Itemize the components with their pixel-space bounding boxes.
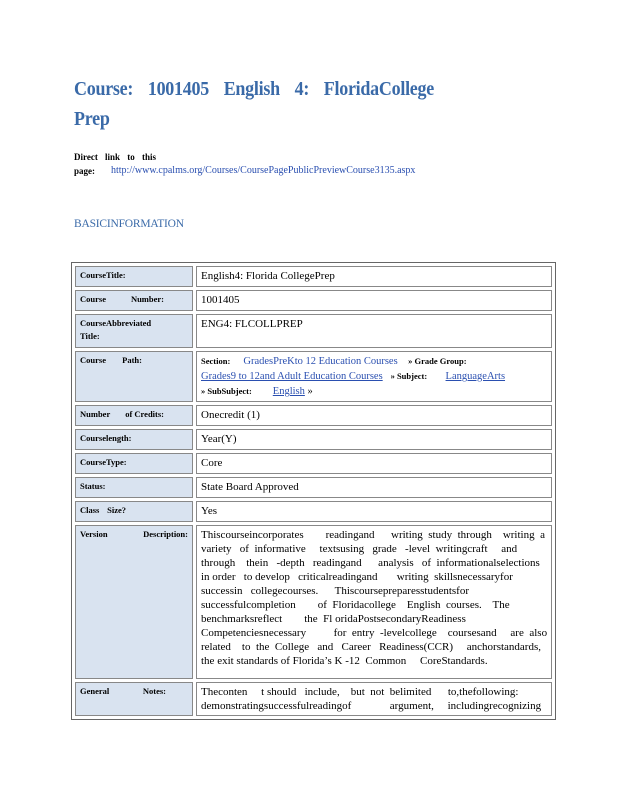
label-part: Course	[80, 294, 106, 304]
label-part: Notes:	[142, 686, 166, 696]
desc-line: through thein -depth readingand analysis of informationalselections	[201, 557, 540, 569]
desc-line: related to the College and Career Readiness(CCR) anchorstandards,	[201, 641, 541, 653]
subject-label: » Subject:	[390, 371, 428, 381]
to-word: to	[127, 152, 135, 162]
label-part: General	[80, 686, 110, 696]
label-part: Version	[80, 529, 108, 539]
general-notes-label	[75, 682, 193, 716]
title-part-1: Course:	[74, 78, 134, 100]
label-part: Course	[80, 355, 106, 365]
class-size-value: Yes	[196, 501, 552, 522]
general-notes-value	[196, 682, 552, 716]
course-title-line-1	[74, 74, 434, 104]
notes-line: Theconten t should include, but not belimited to,thefollowing:	[201, 686, 519, 698]
course-title-heading	[74, 74, 446, 134]
label-part: Path:	[122, 355, 142, 365]
direct-link-label-line	[74, 150, 156, 164]
status-value: State Board Approved	[196, 477, 552, 498]
course-length-label: Courselength:	[75, 429, 193, 450]
section-link[interactable]: GradesPreKto 12 Education Courses	[243, 356, 398, 367]
label-text: CourseAbbreviated Title:	[80, 318, 152, 341]
class-size-label	[75, 501, 193, 522]
direct-link-block	[74, 150, 415, 178]
table-row	[75, 314, 552, 348]
subject-link[interactable]: LanguageArts	[445, 371, 506, 382]
subsubject-label: » SubSubject:	[201, 386, 252, 396]
course-title-value: English4: Florida CollegePrep	[196, 266, 552, 287]
course-title-line-2: Prep	[74, 108, 110, 130]
table-row	[75, 351, 552, 402]
desc-line: Thiscourseincorporates readingand writing study through writing a	[201, 529, 545, 541]
desc-line: Competenciesnecessary for entry -levelcollege coursesand are also	[201, 627, 548, 639]
table-row	[75, 405, 552, 426]
label-part: Number:	[130, 294, 164, 304]
label-part: of Credits:	[125, 409, 164, 419]
subsubject-link[interactable]: English	[272, 386, 305, 397]
table-row	[75, 266, 552, 287]
table-row	[75, 501, 552, 522]
path-tail: »	[307, 386, 313, 397]
course-number-label	[75, 290, 193, 311]
course-path-value	[196, 351, 552, 402]
desc-line: the exit standards of Florida’s K -12 Common CoreStandards.	[201, 655, 488, 667]
title-part-5: FloridaCollege	[323, 78, 434, 100]
desc-line: successin collegecourses. Thiscoursepreparesstudentsfor	[201, 585, 469, 597]
version-description-value	[196, 525, 552, 679]
version-description-label	[75, 525, 193, 679]
table-row	[75, 525, 552, 679]
section-label: Section:	[201, 356, 231, 366]
desc-line: benchmarksreflect the Fl oridaPostsecondaryReadiness	[201, 613, 466, 625]
desc-line: variety of informative textsusing grade -level writingcraft and	[201, 543, 518, 555]
desc-line: in order to develop criticalreadingand writing skillsnecessaryfor	[201, 571, 513, 583]
link-word: link	[105, 152, 121, 162]
grade-group-label: » Grade Group:	[408, 356, 467, 366]
notes-line: demonstratingsuccessfulreadingof argument, includingrecognizing	[201, 700, 542, 712]
course-type-label: CourseType:	[75, 453, 193, 474]
course-number-value: 1001405	[196, 290, 552, 311]
label-part: Size?	[107, 505, 126, 515]
label-part: Number	[80, 409, 111, 419]
page-word: page:	[74, 166, 95, 176]
course-length-value: Year(Y)	[196, 429, 552, 450]
this-word: this	[141, 152, 156, 162]
direct-link-url-line	[74, 164, 415, 178]
abbrev-title-value: ENG4: FLCOLLPREP	[196, 314, 552, 348]
direct-word: Direct	[74, 152, 98, 162]
table-row	[75, 453, 552, 474]
desc-line: successfulcompletion of Floridacollege English courses. The	[201, 599, 510, 611]
credits-value: Onecredit (1)	[196, 405, 552, 426]
table-row	[75, 429, 552, 450]
abbrev-title-label	[75, 314, 193, 348]
course-info-table	[71, 262, 556, 720]
course-type-value: Core	[196, 453, 552, 474]
course-path-label	[75, 351, 193, 402]
table-row	[75, 290, 552, 311]
status-label: Status:	[75, 477, 193, 498]
label-part: Class	[80, 505, 100, 515]
title-part-4: 4:	[294, 78, 310, 100]
basic-information-heading: BASICINFORMATION	[74, 218, 184, 230]
table-row	[75, 682, 552, 716]
label-part: Description:	[143, 529, 188, 539]
direct-link-url[interactable]: http://www.cpalms.org/Courses/CoursePagePublicPreviewCourse3135.aspx	[111, 165, 416, 176]
table-row	[75, 477, 552, 498]
title-part-3: English	[223, 78, 280, 100]
credits-label	[75, 405, 193, 426]
grade-group-link[interactable]: Grades9 to 12and Adult Education Courses	[201, 371, 383, 382]
title-part-2: 1001405	[147, 78, 209, 100]
course-title-label: CourseTitle:	[75, 266, 193, 287]
